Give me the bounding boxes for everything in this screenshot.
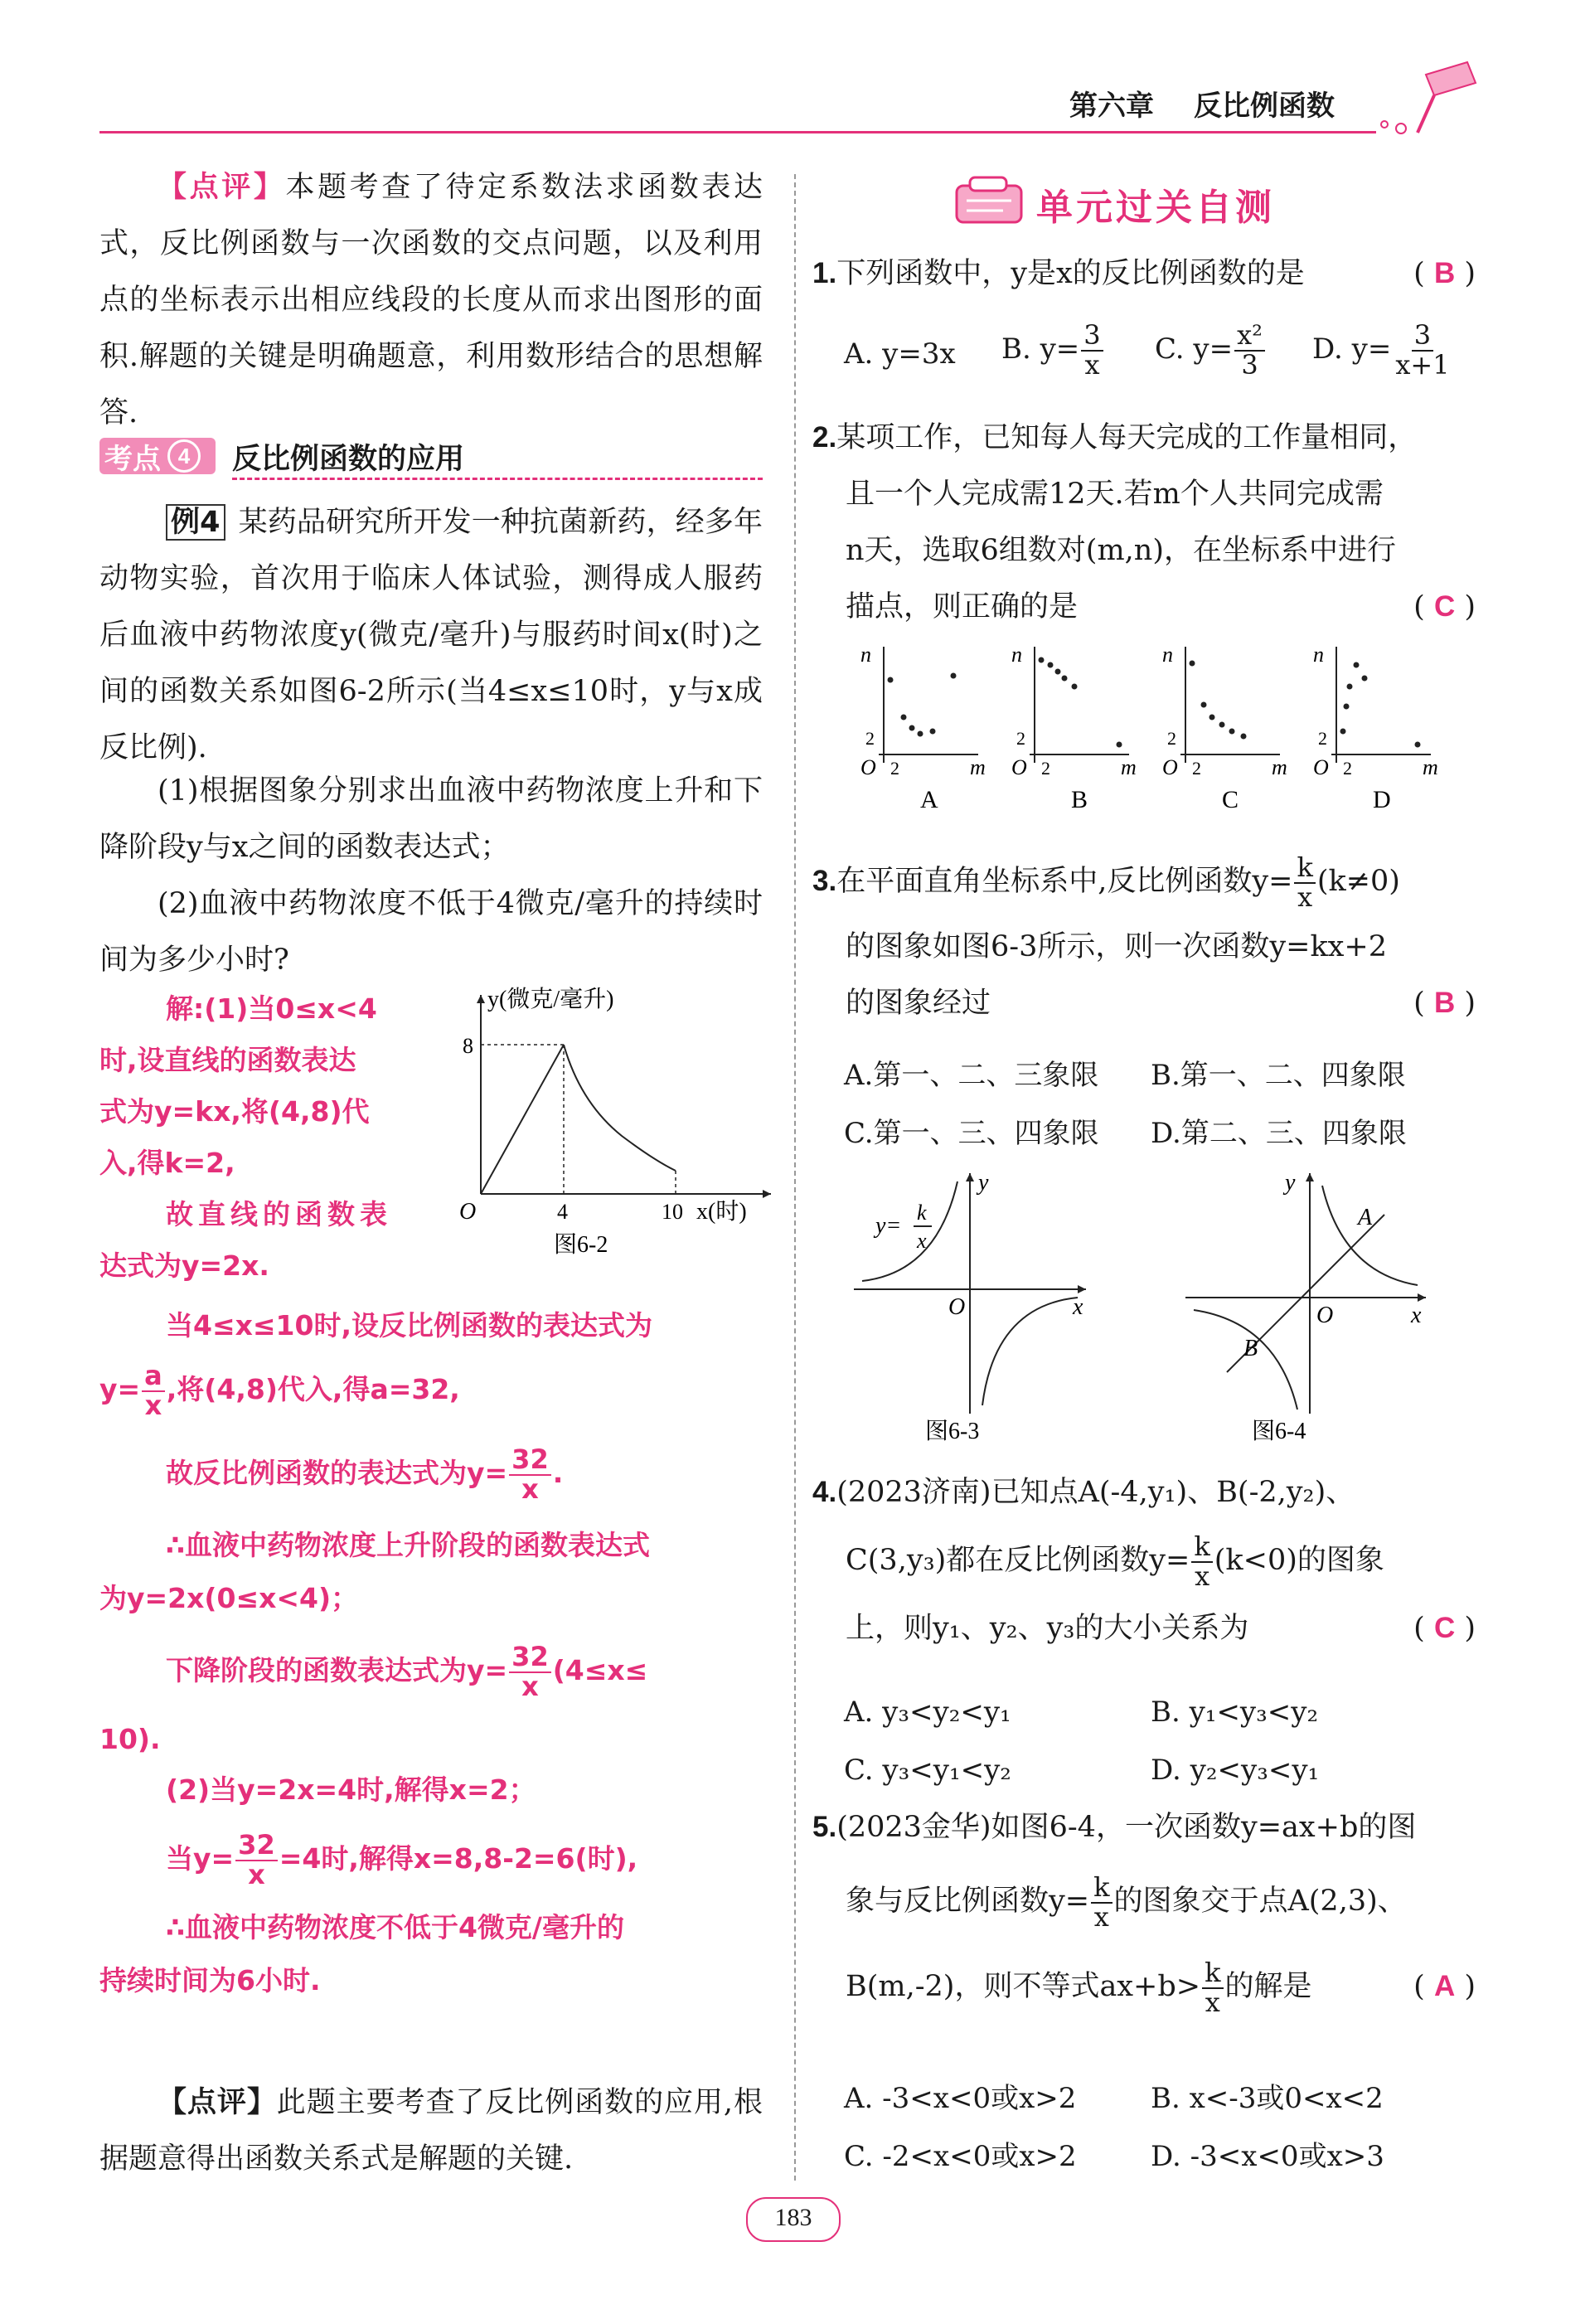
q4-option-a: A. y₃<y₂<y₁ [844,1696,1011,1729]
sol-line-12: 下降阶段的函数表达式为y= $\frac{32}{x}$ (4≤x≤ [166,1640,648,1702]
column-divider [794,174,796,2181]
svg-text:O: O [948,1294,966,1320]
review-paragraph-1 [99,159,763,441]
svg-text:图6-4: 图6-4 [1252,1419,1306,1444]
kaodian-number: 4 [167,439,201,473]
review-paragraph-2 [99,2074,763,2187]
svg-text:O: O [1162,755,1178,779]
sol-line-1: 解:(1)当0≤x<4 [166,992,377,1025]
sol-line-5: 故直线的函数表 [166,1198,392,1230]
section-title: 单元过关自测 [1036,187,1275,229]
q4-option-c: C. y₃<y₁<y₂ [844,1754,1011,1787]
page-number-badge: 183 [746,2197,841,2242]
svg-text:x: x [1073,1294,1083,1320]
chapter-title: 反比例函数 [1194,90,1335,123]
svg-text:O: O [1313,755,1329,779]
sol-line-9: 故反比例函数的表达式为y= $\frac{32}{x}$ . [166,1443,564,1505]
svg-text:2: 2 [1016,728,1025,749]
fig62-y8: 8 [463,1034,473,1058]
q2-graph-c [1162,643,1287,813]
q5-option-b: B. x<-3或0<x<2 [1151,2082,1384,2115]
review-tag: 【点评】 [158,170,286,204]
q3-option-a: A.第一、二、三象限 [844,1059,1099,1092]
question-4: 4.(2023济南)已知点A(-4,y₁)、B(-2,y₂)、 C(3,y₃)都在反比例函数y= $\frac{k}{x}$ (k<0)的图象 上，则y₁、y₂、y₃的大小关系为 ( C ) [812,1464,1476,1657]
svg-text:B: B [1243,1336,1258,1361]
question-5: 5.(2023金华)如图6-4，一次函数y=ax+b的图 象与反比例函数y= $\frac{k}{x}$ 的图象交于点A(2,3)、 B(m,-2)，则不等式ax+b> $\frac{k}{x}$ 的解是 ( A ) [812,1799,1476,2026]
sol-line-4: 入,得k=2, [99,1147,235,1179]
svg-text:2: 2 [890,758,899,779]
q5-option-c: C. -2<x<0或x>2 [844,2140,1077,2173]
q1-option-c: C. y= $\frac{\text{x²}}{3}$ [1155,320,1267,380]
fig62-origin: O [459,1199,477,1225]
example-q1: (1)根据图象分别求出血液中药物浓度上升和下降阶段y与x之间的函数表达式； [99,774,763,864]
sol-line-16: ∴血液中药物浓度不低于4微克/毫升的 [166,1911,624,1943]
sol-line-6: 达式为y=2x. [99,1249,269,1282]
q1-option-d: D. y= $\frac{3}{x+1}$ [1312,319,1450,381]
question-2: 2.某项工作，已知每人每天完成的工作量相同， 且一个人完成需12天.若m个人共同完成需 n天，选取6组数对(m,n)，在坐标系中进行 描点，则正确的是 ( C ) [812,410,1476,635]
q1-answer-bracket: ( B ) [1413,257,1476,290]
fig62-caption: 图6-2 [554,1232,608,1258]
sol-line-8: y= $\frac{a}{x}$ ,将(4,8)代入,得a=32, [99,1359,460,1421]
example-tag: 例4 [166,504,225,541]
svg-text:x: x [917,1229,927,1253]
q2-graph-b [1011,643,1137,813]
svg-text:m: m [1121,755,1137,779]
svg-text:A: A [1358,1205,1373,1230]
q3-option-b: B.第一、二、四象限 [1151,1059,1406,1092]
svg-text:k: k [917,1201,927,1225]
header-rule [99,131,1376,133]
chapter-label: 第六章 [1069,90,1154,123]
svg-text:O: O [1316,1303,1334,1328]
fig62-ylabel: y(微克/毫升) [487,987,614,1012]
review2-text: 此题主要考查了反比例函数的应用,根据题意得出函数关系式是解题的关键. [99,2086,763,2176]
svg-text:2: 2 [1192,758,1201,779]
svg-text:2: 2 [865,728,875,749]
q1-options [844,319,1491,391]
q2-answer-bracket: ( C ) [1413,590,1476,623]
q4-options [844,1683,1491,1799]
svg-text:y: y [978,1170,989,1196]
q5-answer-bracket: ( A ) [1413,1970,1476,2003]
sol-line-17: 持续时间为6小时. [99,1964,321,1997]
sol-line-7: 当4≤x≤10时,设反比例函数的表达式为 [166,1309,653,1342]
q4-option-b: B. y₁<y₃<y₂ [1151,1696,1319,1729]
kaodian-dash-line [232,478,763,480]
q3-answer-bracket: ( B ) [1413,987,1476,1020]
svg-text:y: y [1285,1170,1296,1196]
kaodian-heading [99,431,763,481]
q3-option-c: C.第一、三、四象限 [844,1117,1099,1150]
svg-text:C: C [1222,786,1239,813]
solution-block-2 [99,1300,763,2006]
svg-text:O: O [1011,755,1027,779]
question-3: 3.在平面直角坐标系中,反比例函数y= $\frac{k}{x}$ (k≠0) 的图象如图6-3所示，则一次函数y=kx+2 的图象经过 ( B ) [812,844,1476,1031]
q2-scatter-graphs [854,638,1484,821]
section-title-banner [953,172,1318,230]
q1-option-b: B. y= $\frac{3}{x}$ [1001,320,1105,380]
fig62-x10: 10 [662,1200,683,1224]
svg-text:O: O [860,755,876,779]
sol-line-14: (2)当y=2x=4时,解得x=2； [166,1773,536,1806]
example-text: 某药品研究所开发一种抗菌新药，经多年动物实验，首次用于临床人体试验，测得成人服药后血液中药物浓度y(微克/毫升)与服药时间x(时)之间的函数关系如图6-2所示(当4≤x≤10时，y与x成反比例). [99,506,763,764]
sol-line-13: 10). [99,1723,161,1755]
svg-text:n: n [1162,643,1173,667]
figure-6-2 [448,978,779,1260]
review2-tag: 【点评】 [158,2085,277,2119]
q4-option-d: D. y₂<y₃<y₁ [1151,1754,1320,1787]
q2-graph-a [860,643,986,813]
kaodian-title: 反比例函数的应用 [232,443,465,476]
q5-option-d: D. -3<x<0或x>3 [1151,2140,1384,2173]
fig62-xlabel: x(时) [696,1199,747,1225]
q4-answer-bracket: ( C ) [1413,1612,1476,1645]
q3-option-d: D.第二、三、四象限 [1151,1117,1407,1150]
pencil-decoration-icon [1368,58,1500,141]
sol-line-15: 当y= $\frac{32}{x}$ =4时,解得x=8,8-2=6(时), [166,1828,638,1890]
svg-text:B: B [1071,786,1088,813]
solution-block-1 [99,983,448,1292]
svg-text:y=: y= [875,1213,902,1239]
example-paragraph [99,494,763,776]
q1-option-a: A. y=3x [844,337,956,371]
sol-line-11: 为y=2x(0≤x<4)； [99,1582,359,1614]
sol-line-2: 时,设直线的函数表达 [99,1044,356,1076]
figure-6-4 [1177,1165,1442,1447]
sol-line-10: ∴血液中药物浓度上升阶段的函数表达式 [166,1529,650,1561]
svg-text:x: x [1411,1303,1422,1328]
figure-6-3 [846,1165,1111,1447]
svg-text:D: D [1373,786,1391,813]
q3-options [844,1046,1491,1162]
svg-text:A: A [920,786,938,813]
q5-options [844,2069,1491,2186]
svg-text:n: n [1011,643,1022,667]
svg-text:m: m [1272,755,1287,779]
svg-text:m: m [1423,755,1438,779]
question-1: 1.下列函数中，y是x的反比例函数的是 ( B ) [812,245,1476,302]
example-q2: (2)血液中药物浓度不低于4微克/毫升的持续时间为多少小时? [99,887,763,977]
sol-line-3: 式为y=kx,将(4,8)代 [99,1095,370,1128]
svg-text:n: n [860,643,871,667]
svg-text:2: 2 [1041,758,1050,779]
q2-graph-d [1313,643,1438,813]
svg-text:2: 2 [1343,758,1352,779]
test-book-icon [953,176,1028,227]
kaodian-label: 考点 [104,443,161,476]
svg-text:n: n [1313,643,1324,667]
q5-option-a: A. -3<x<0或x>2 [844,2082,1077,2115]
svg-text:图6-3: 图6-3 [925,1419,980,1444]
svg-text:m: m [970,755,986,779]
review-text: 本题考查了待定系数法求函数表达式，反比例函数与一次函数的交点问题，以及利用点的坐标表示出相应线段的长度从而求出图形的面积.解题的关键是明确题意，利用数形结合的思想解答. [99,171,763,429]
fig62-x4: 4 [557,1200,568,1224]
svg-text:2: 2 [1167,728,1176,749]
svg-text:2: 2 [1318,728,1327,749]
